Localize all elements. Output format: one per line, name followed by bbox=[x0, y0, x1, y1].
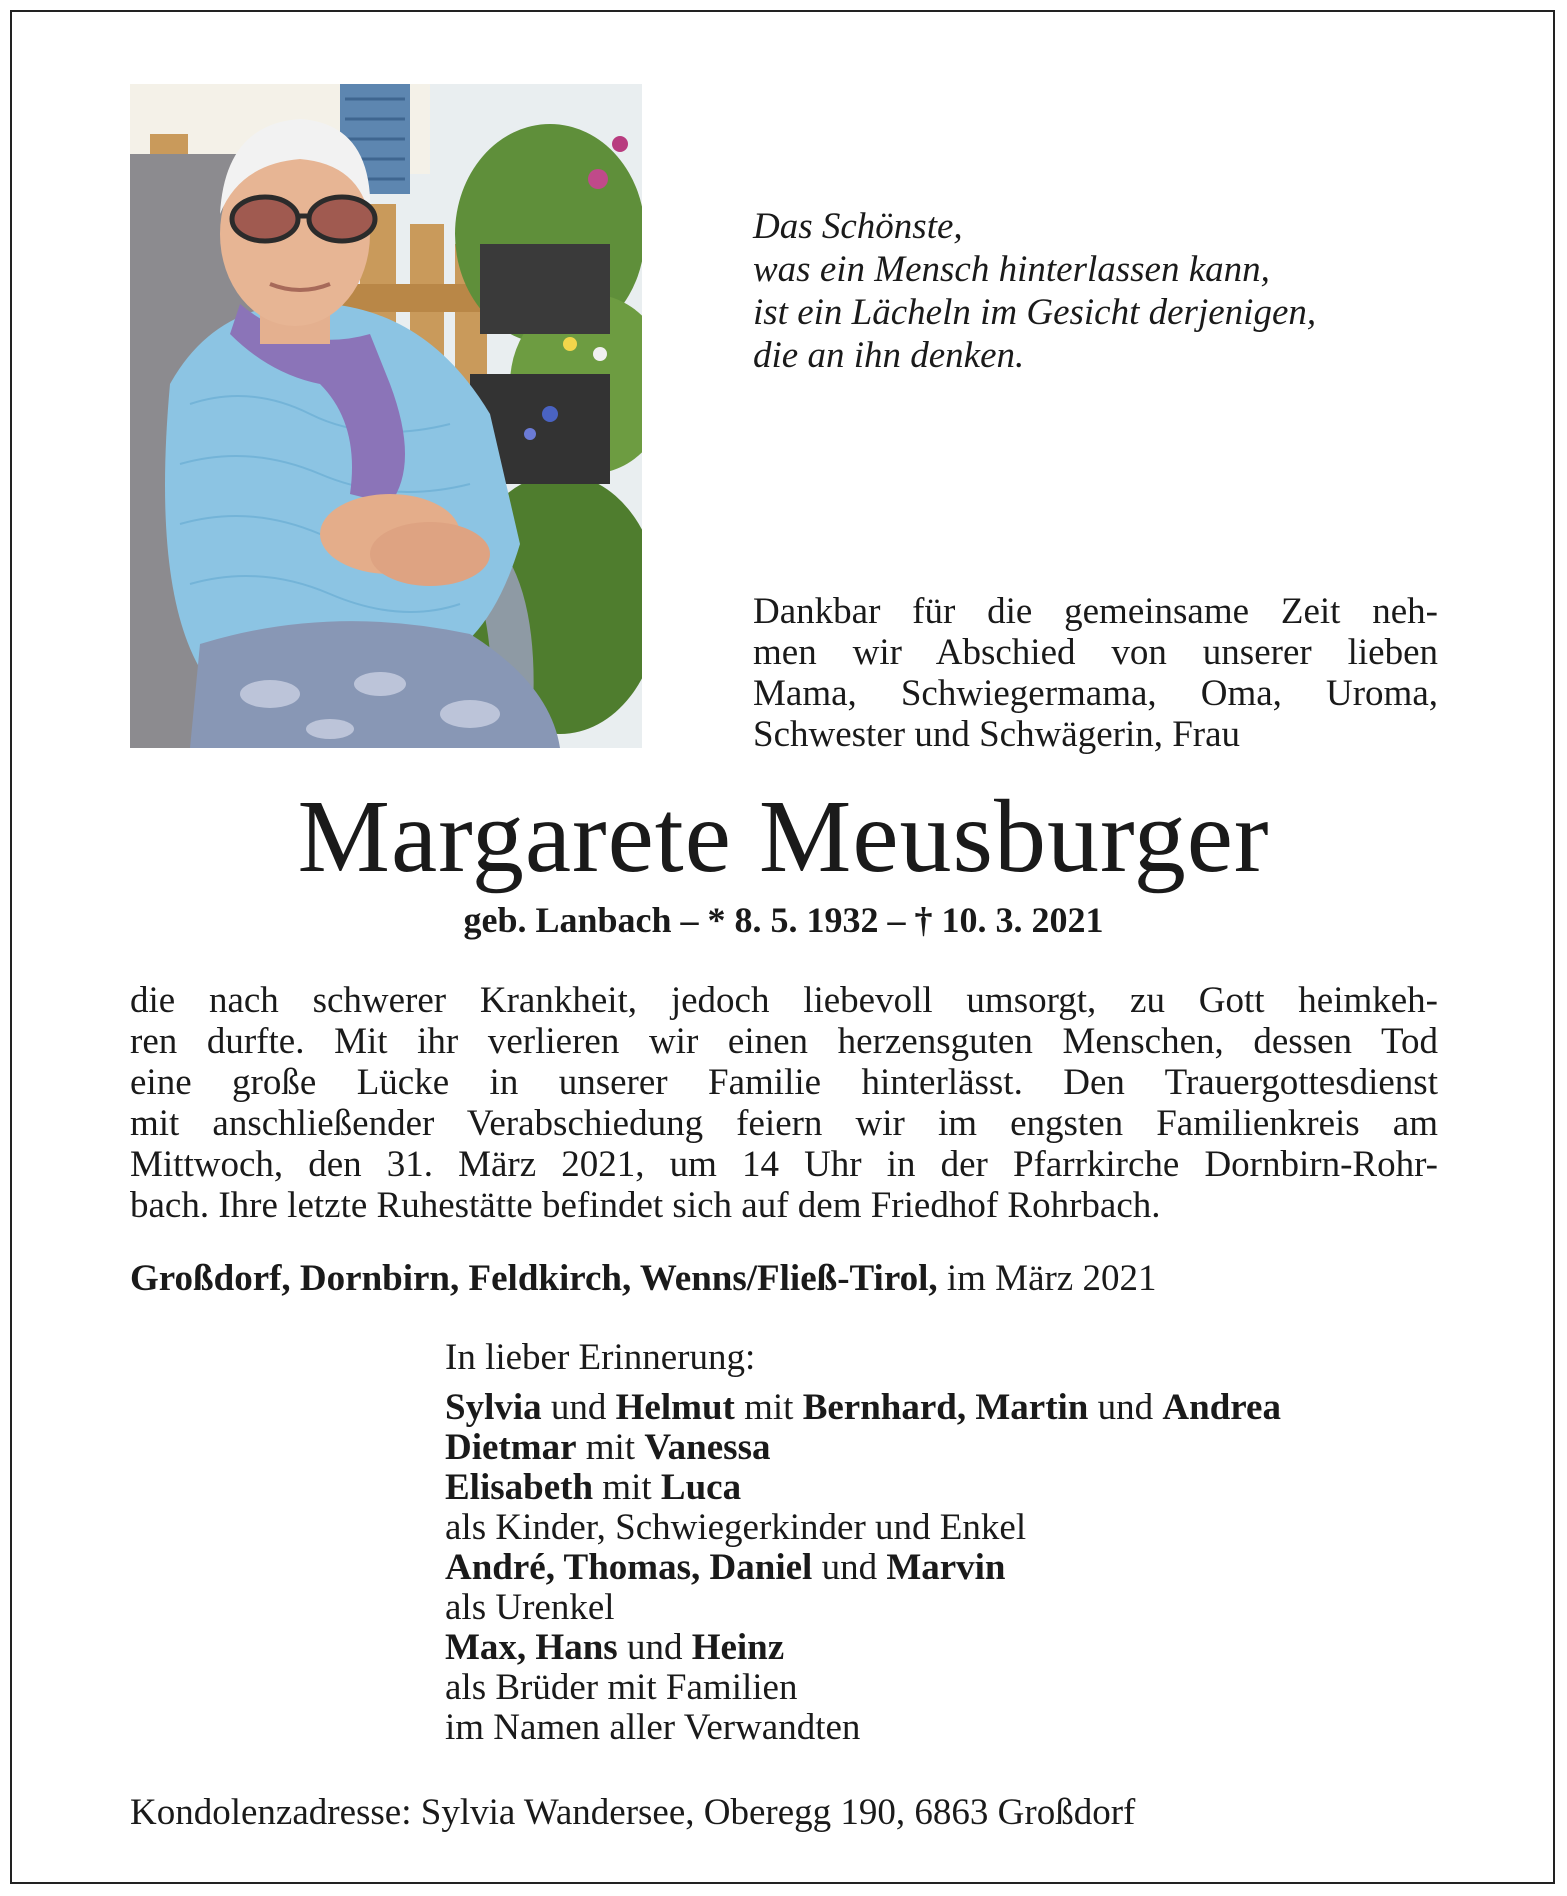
body-line: die nach schwerer Krankheit, jedoch liebevoll umsorgt, zu Gott heimkeh- bbox=[130, 980, 1438, 1021]
quote-block bbox=[753, 205, 1453, 377]
relative-name: Luca bbox=[660, 1467, 742, 1508]
memory-row bbox=[445, 1588, 1455, 1628]
quote-line: ist ein Lächeln im Gesicht derjenigen, bbox=[753, 292, 1317, 333]
memory-row bbox=[445, 1388, 1455, 1428]
memory-row bbox=[445, 1428, 1455, 1468]
body-line: Mittwoch, den 31. März 2021, um 14 Uhr in der Pfarrkirche Dornbirn-Rohr- bbox=[130, 1144, 1438, 1185]
relative-name: Bernhard, Martin bbox=[802, 1387, 1089, 1428]
memory-row bbox=[445, 1668, 1455, 1708]
memory-row bbox=[445, 1468, 1455, 1508]
memory-text: und bbox=[541, 1387, 616, 1428]
memory-row bbox=[445, 1548, 1455, 1588]
relative-name: André, Thomas, Daniel bbox=[445, 1547, 813, 1588]
deceased-name: Margarete Meusburger bbox=[297, 779, 1270, 894]
body-text bbox=[130, 980, 1438, 1226]
memory-text: mit bbox=[576, 1427, 645, 1468]
relative-name: Helmut bbox=[615, 1387, 735, 1428]
relative-name: Sylvia bbox=[445, 1387, 542, 1428]
condolence-address: Kondolenzadresse: Sylvia Wandersee, Oberegg 190, 6863 Großdorf bbox=[130, 1792, 1136, 1833]
place-date-line bbox=[130, 1257, 1450, 1301]
memory-block bbox=[445, 1338, 1455, 1748]
body-line: mit anschließender Verabschiedung feiern wir im engsten Familienkreis am bbox=[130, 1103, 1438, 1144]
relative-name: Elisabeth bbox=[445, 1467, 594, 1508]
memory-text: als Brüder mit Familien bbox=[445, 1667, 798, 1708]
memory-text: mit bbox=[593, 1467, 661, 1508]
relative-name: Marvin bbox=[886, 1547, 1006, 1588]
memory-text: und bbox=[1088, 1387, 1163, 1428]
memory-text: und bbox=[617, 1627, 692, 1668]
intro-line: Mama, Schwiegermama, Oma, Uroma, bbox=[753, 673, 1438, 714]
memory-text: im Namen aller Verwandten bbox=[445, 1707, 861, 1748]
memory-text: mit bbox=[734, 1387, 803, 1428]
memory-text: und bbox=[812, 1547, 887, 1588]
relative-name: Vanessa bbox=[644, 1427, 771, 1468]
body-line: bach. Ihre letzte Ruhestätte befindet sich auf dem Friedhof Rohrbach. bbox=[130, 1185, 1161, 1226]
memory-text: als Kinder, Schwiegerkinder und Enkel bbox=[445, 1507, 1027, 1548]
intro-line: Schwester und Schwägerin, Frau bbox=[753, 714, 1241, 755]
relative-name: Max, Hans bbox=[445, 1627, 618, 1668]
quote-line: die an ihn denken. bbox=[753, 335, 1025, 376]
relative-name: Heinz bbox=[691, 1627, 785, 1668]
memory-row bbox=[445, 1708, 1455, 1748]
portrait-photo bbox=[130, 84, 642, 748]
date-text: im März 2021 bbox=[937, 1258, 1157, 1299]
memory-row bbox=[445, 1628, 1455, 1668]
body-line: ren durfte. Mit ihr verlieren wir einen herzensguten Menschen, dessen Tod bbox=[130, 1021, 1438, 1062]
relative-name: Andrea bbox=[1162, 1387, 1281, 1428]
birth-death-line: geb. Lanbach – * 8. 5. 1932 – † 10. 3. 2021 bbox=[463, 900, 1104, 940]
relative-name: Dietmar bbox=[445, 1427, 577, 1468]
memory-rows bbox=[445, 1388, 1455, 1748]
body-line: eine große Lücke in unserer Familie hinterlässt. Den Trauergottesdienst bbox=[130, 1062, 1438, 1103]
quote-line: Das Schönste, bbox=[753, 206, 963, 247]
memory-row bbox=[445, 1508, 1455, 1548]
place-names: Großdorf, Dornbirn, Feldkirch, Wenns/Fließ-Tirol, bbox=[130, 1258, 938, 1299]
intro-text bbox=[753, 591, 1438, 755]
memory-heading: In lieber Erinnerung: bbox=[445, 1337, 756, 1378]
memory-text: als Urenkel bbox=[445, 1587, 615, 1628]
quote-line: was ein Mensch hinterlassen kann, bbox=[753, 249, 1270, 290]
intro-line: Dankbar für die gemeinsame Zeit neh- bbox=[753, 591, 1438, 632]
intro-line: men wir Abschied von unserer lieben bbox=[753, 632, 1438, 673]
